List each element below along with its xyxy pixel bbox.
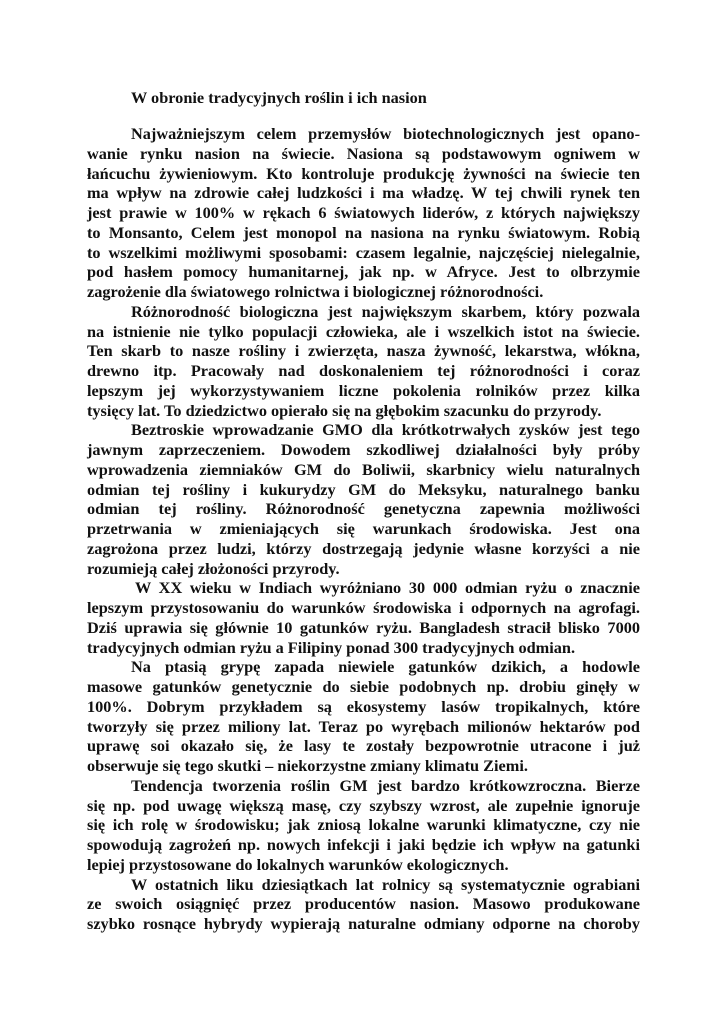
text-line: zagrożona przez ludzi, którzy dostrzegają jedynie własne korzyści a nie bbox=[87, 538, 640, 558]
paragraph-2 bbox=[87, 302, 640, 421]
text-line: łańcuchu żywieniowym. Kto kontroluje produkcję żywności na świecie ten bbox=[87, 163, 640, 183]
text-line: Na ptasią grypę zapada niewiele gatunków dzikich, a hodowle bbox=[131, 657, 640, 677]
text-line: tradycyjnych odmian ryżu a Filipiny ponad 300 tradycyjnych odmian. bbox=[87, 637, 576, 657]
text-line: ma wpływ na zdrowie całej ludzkości i ma władzę. W tej chwili rynek ten bbox=[87, 183, 640, 203]
text-line: jawnym zaprzeczeniem. Dowodem szkodliwej działalności były próby bbox=[87, 440, 640, 459]
paragraph-7 bbox=[87, 875, 640, 934]
text-line: rozumieją całej złożoności przyrody. bbox=[87, 558, 340, 578]
document-body bbox=[87, 124, 640, 934]
text-line: spowodują zagrożeń np. nowych infekcji i jaki będzie ich wpływ na gatunki bbox=[87, 835, 640, 854]
text-line: drewno itp. Pracowały nad doskonaleniem tej różnorodności i coraz bbox=[87, 361, 640, 380]
text-line: uprawę soi okazało się, że lasy te zostały bezpowrotnie utracone i już bbox=[87, 736, 640, 756]
text-line: Dziś uprawia się głównie 10 gatunków ryżu. Bangladesh stracił blisko 7000 bbox=[87, 617, 640, 637]
text-line: zagrożenie dla światowego rolnictwa i biologicznej różnorodności. bbox=[87, 282, 544, 301]
document-title: W obronie tradycyjnych roślin i ich nasion bbox=[131, 88, 427, 107]
paragraph-4 bbox=[87, 578, 640, 657]
text-line: masowe gatunków genetycznie do siebie podobnych np. drobiu ginęły w bbox=[87, 677, 640, 696]
text-line: lepiej przystosowane do lokalnych warunków ekologicznych. bbox=[87, 854, 509, 874]
text-line: przetrwania w zmieniających się warunkach środowiska. Jest ona bbox=[87, 519, 640, 538]
text-line: to wszelkimi możliwymi sposobami: czasem legalnie, najczęściej nielegalnie, bbox=[87, 242, 640, 262]
text-line: się ich rolę w środowisku; jak zniosą lokalne warunki klimatyczne, czy nie bbox=[87, 815, 640, 835]
text-line: pod hasłem pomocy humanitarnej, jak np. w Afryce. Jest to olbrzymie bbox=[87, 262, 640, 282]
text-line: tworzyły się przez miliony lat. Teraz po wyrębach milionów hektarów pod bbox=[87, 716, 640, 736]
text-line: to Monsanto, Celem jest monopol na nasiona na rynku światowym. Robią bbox=[87, 222, 640, 242]
text-line: W XX wieku w Indiach wyróżniano 30 000 odmian ryżu o znacznie bbox=[135, 578, 640, 598]
text-line: ze swoich osiągnięć przez producentów nasion. Masowo produkowane bbox=[87, 894, 640, 914]
text-line: szybko rosnące hybrydy wypierają naturalne odmiany odporne na choroby bbox=[87, 914, 640, 933]
text-line: na istnienie nie tylko populacji człowieka, ale i wszelkich istot na świecie. bbox=[87, 321, 640, 341]
text-line: lepszym jej wykorzystywaniem liczne pokolenia rolników przez kilka bbox=[87, 380, 640, 400]
text-line: lepszym przystosowaniu do warunków środowiska i odpornych na agrofagi. bbox=[87, 598, 640, 617]
paragraph-6 bbox=[87, 776, 640, 875]
text-line: obserwuje się tego skutki – niekorzystne zmiany klimatu Ziemi. bbox=[87, 756, 528, 775]
text-line: odmian tej rośliny. Różnorodność genetyczna zapewnia możliwości bbox=[87, 499, 640, 519]
text-line: W ostatnich liku dziesiątkach lat rolnicy są systematycznie ograbiani bbox=[131, 874, 640, 894]
text-line: Różnorodność biologiczna jest największym skarbem, który pozwala bbox=[131, 301, 640, 321]
text-line: tysięcy lat. To dziedzictwo opierało się na głębokim szacunku do przyrody. bbox=[87, 400, 602, 420]
text-line: wprowadzenia ziemniaków GM do Boliwii, skarbnicy wielu naturalnych bbox=[87, 459, 640, 479]
text-line: się np. pod uwagę większą masę, czy szybszy wzrost, ale zupełnie ignoruje bbox=[87, 795, 640, 815]
text-line: Najważniejszym celem przemysłów biotechnologicznych jest opano- bbox=[131, 124, 640, 143]
text-line: 100%. Dobrym przykładem są ekosystemy lasów tropikalnych, które bbox=[87, 696, 640, 716]
paragraph-5 bbox=[87, 657, 640, 776]
text-line: odmian tej rośliny i kukurydzy GM do Meksyku, naturalnego banku bbox=[87, 479, 640, 499]
text-line: Beztroskie wprowadzanie GMO dla krótkotrwałych zysków jest tego bbox=[131, 420, 640, 440]
text-line: jest prawie w 100% w rękach 6 światowych liderów, z których największy bbox=[87, 203, 640, 222]
text-line: Ten skarb to nasze rośliny i zwierzęta, nasza żywność, lekarstwa, włókna, bbox=[87, 341, 640, 361]
paragraph-1 bbox=[87, 124, 640, 302]
text-line: wanie rynku nasion na świecie. Nasiona są podstawowym ogniwem w bbox=[87, 143, 640, 163]
paragraph-3 bbox=[87, 420, 640, 578]
text-line: Tendencja tworzenia roślin GM jest bardzo krótkowzroczna. Bierze bbox=[131, 775, 640, 795]
